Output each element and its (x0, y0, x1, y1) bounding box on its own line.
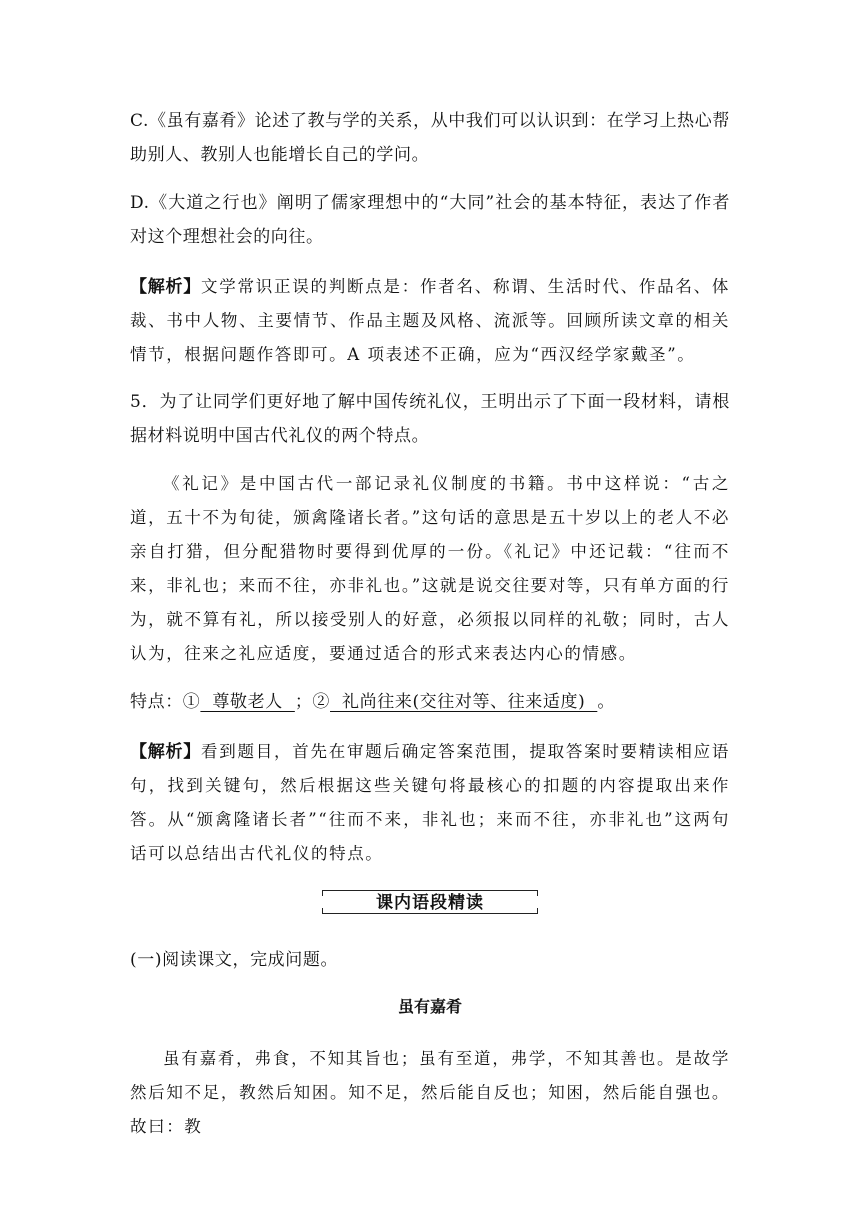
analysis-text: 看到题目，首先在审题后确定答案范围，提取答案时要精读相应语句，找到关键句，然后根据这些关键句将最核心的扣题的内容提取出来作答。从“颁禽隆诸长者”“往而不来，非礼也；来而不往，亦非礼也”这两句话可以总结出古代礼仪的特点。 (130, 742, 731, 863)
option-d: D.《大道之行也》阐明了儒家理想中的“大同”社会的基本特征，表达了作者对这个理想社会的向往。 (130, 193, 730, 247)
material-passage: 《礼记》是中国古代一部记录礼仪制度的书籍。书中这样说：“古之道，五十不为旬徒，颁禽隆诸长者。”这句话的意思是五十岁以上的老人不必亲自打猎，但分配猎物时要得到优厚的一份。《礼记》中还记载：“往而不来，非礼也；来而不往，亦非礼也。”这就是说交往要对等，只有单方面的行为，就不算有礼，所以接受别人的好意，必须报以同样的礼敬；同时，古人认为，往来之礼应适度，要通过适合的形式来表达内心的情感。 (130, 474, 730, 663)
analysis-1 (130, 270, 730, 372)
analysis-text: 文学常识正误的判断点是：作者名、称谓、生活时代、作品名、体裁、书中人物、主要情节、作品主题及风格、流派等。回顾所读文章的相关情节，根据问题作答即可。A 项表述不正确，应为“西汉经学家戴圣”。 (130, 277, 731, 364)
reading-intro: (一)阅读课文，完成问题。 (130, 950, 339, 970)
section-header (322, 890, 538, 914)
option-c: C.《虽有嘉肴》论述了教与学的关系，从中我们可以认识到：在学习上热心帮助别人、教别人也能增长自己的学问。 (130, 111, 730, 165)
passage-text: 虽有嘉肴，弗食，不知其旨也；虽有至道，弗学，不知其善也。是故学然后知不足，教然后知困。知不足，然后能自反也；知困，然后能自强也。故曰：教 (130, 1049, 730, 1136)
passage-title: 虽有嘉肴 (397, 997, 462, 1016)
analysis-label: 【解析】 (130, 742, 201, 762)
answer-sep: ；② (294, 692, 331, 712)
analysis-label: 【解析】 (130, 277, 201, 297)
analysis-2 (130, 735, 730, 871)
answer-1: 尊敬老人 (200, 692, 295, 712)
answer-prefix: 特点：① (130, 692, 201, 712)
answer-end: 。 (597, 692, 615, 712)
answer-2: 礼尚往来(交往对等、往来适度) (330, 692, 598, 712)
section-title: 课内语段精读 (376, 893, 484, 913)
answer-line (130, 685, 730, 719)
question-5: 5．为了让同学们更好地了解中国传统礼仪，王明出示了下面一段材料，请根据材料说明中国古代礼仪的两个特点。 (130, 392, 730, 446)
